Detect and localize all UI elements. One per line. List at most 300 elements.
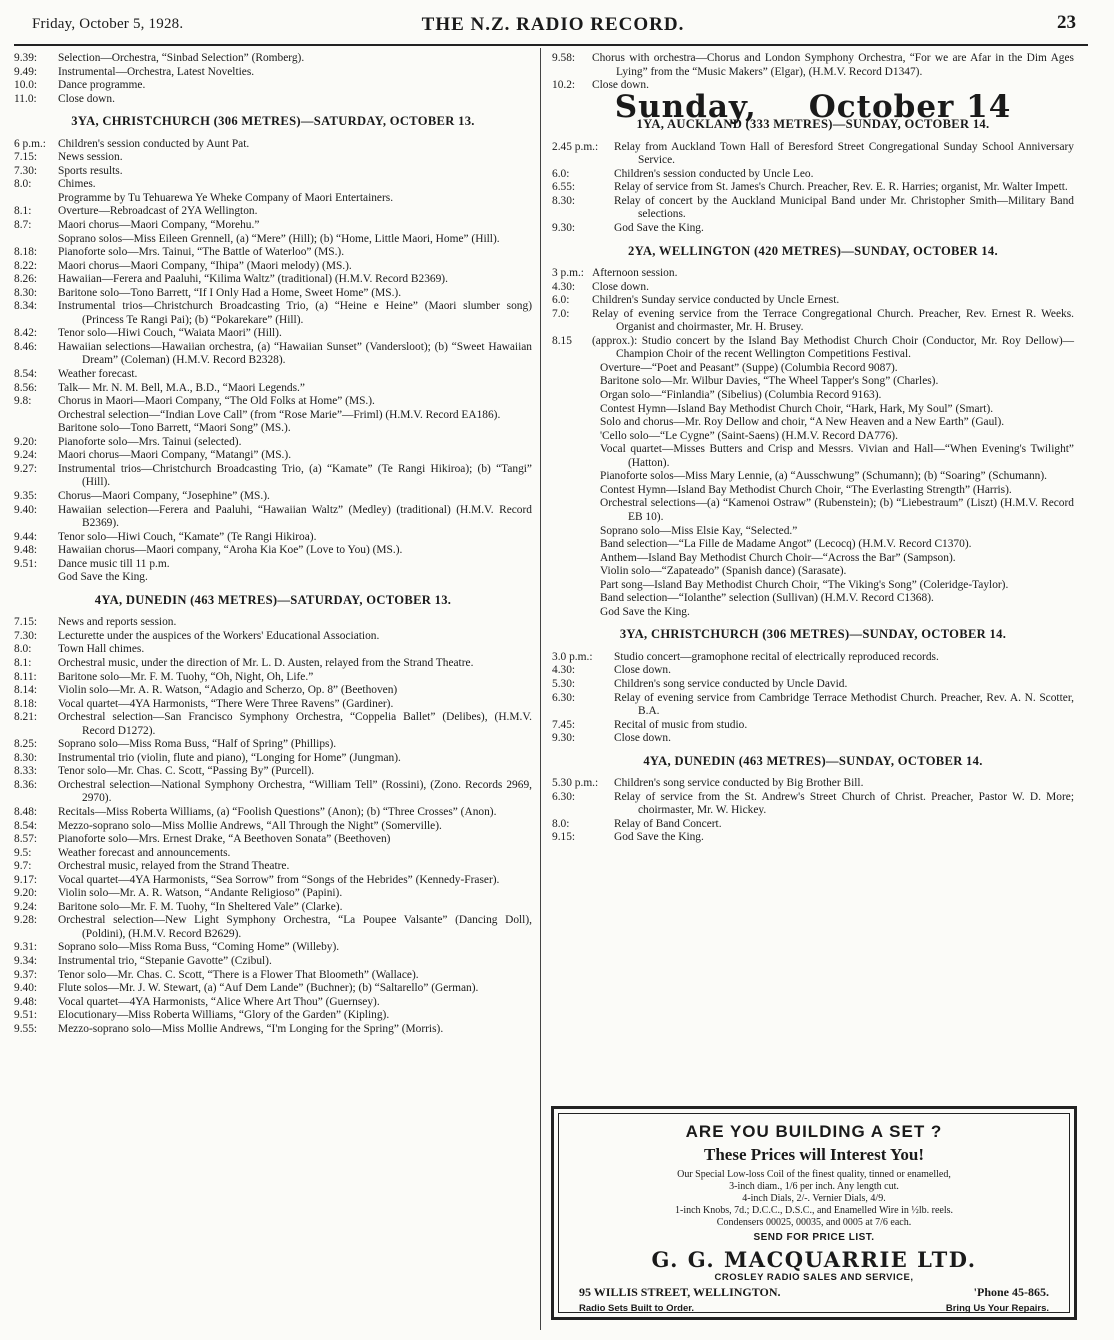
program-text: Weather forecast.: [58, 368, 138, 381]
program-entry: [552, 222, 1074, 236]
christchurch-sunday-list: [552, 651, 1074, 746]
program-time: 8.0:: [14, 643, 32, 656]
program-item: [600, 362, 1074, 376]
program-text: Violin solo—Mr. A. R. Watson, “Adagio and Scherzo, Op. 8” (Beethoven): [58, 684, 398, 697]
program-item: [600, 470, 1074, 484]
program-time: 7.30:: [14, 629, 38, 642]
sunday-title-date: October 14: [808, 88, 1012, 125]
program-entry: [14, 657, 532, 671]
program-text: Flute solos—Mr. J. W. Stewart, (a) “Auf Dem Lande” (Buchner); (b) “Saltarello” (German).: [58, 982, 479, 995]
program-time: 9.30:: [552, 732, 576, 745]
program-text: (approx.): Studio concert by the Island Bay Methodist Church Choir (Conductor, Mr. Roy Dellow)—Champion Choir of the recent Wellington Competitions Festival.: [592, 334, 1074, 361]
program-item-text: Soprano solo—Miss Elsie Kay, “Selected.”: [600, 524, 798, 537]
program-entry: [552, 294, 1074, 308]
program-time: 7.0:: [552, 307, 570, 320]
program-item-text: Violin solo—“Zapateado” (Spanish dance) (Sarasate).: [600, 565, 847, 578]
program-subentry: [14, 192, 532, 206]
program-text: Soprano solo—Miss Roma Buss, “Coming Home” (Willeby).: [58, 941, 340, 954]
program-entry: [552, 168, 1074, 182]
program-time: 7.15:: [14, 151, 38, 164]
ad-line: Our Special Low-loss Coil of the finest quality, tinned or enamelled,: [677, 1169, 951, 1180]
program-time: 8.1:: [14, 656, 32, 669]
program-subentry: [14, 571, 532, 585]
program-text: Orchestral selection—San Francisco Symphony Orchestra, “Coppelia Ballet” (Delibes), (H.M.V. Record D1272).: [58, 711, 532, 737]
program-time: 8.46:: [14, 340, 38, 353]
program-time: 8.42:: [14, 327, 38, 340]
program-item-text: Pianoforte solos—Miss Mary Lennie, (a) “Ausschwung” (Schumann); (b) “Soaring” (Schumann).: [600, 470, 1047, 483]
program-time: 8.54:: [14, 368, 38, 381]
program-time: 7.30:: [14, 164, 38, 177]
program-time: 2.45 p.m.:: [552, 140, 599, 153]
ad-line: 1-inch Knobs, 7d.; D.C.C., D.S.C., and Enamelled Wire in ½lb. reels.: [675, 1205, 953, 1216]
program-entry: [14, 684, 532, 698]
advertisement: [551, 1106, 1077, 1320]
program-entry: [14, 463, 532, 490]
dunedin-sunday-list: [552, 777, 1074, 845]
program-entry: [552, 52, 1074, 79]
program-time: 9.7:: [14, 860, 32, 873]
program-time: 6.30:: [552, 790, 576, 803]
program-item-text: Band selection—“Iolanthe” selection (Sullivan) (H.M.V. Record C1368).: [600, 592, 934, 605]
program-entry: [14, 178, 532, 192]
advertisement-inner: [558, 1113, 1070, 1313]
program-time: 11.0:: [14, 92, 37, 105]
program-entry: [552, 791, 1074, 818]
right-intro-list: [552, 52, 1074, 93]
program-entry: [14, 1009, 532, 1023]
program-text: Chimes.: [58, 178, 96, 191]
program-entry: [14, 52, 532, 66]
program-time: 3.0 p.m.:: [552, 650, 593, 663]
program-entry: [14, 382, 532, 396]
program-text: Relay of concert by the Auckland Municipal Band under Mr. Christopher Smith—Military Band selections.: [614, 194, 1074, 221]
program-time: 9.27:: [14, 462, 38, 475]
program-time: 9.51:: [14, 557, 38, 570]
program-entry: [14, 874, 532, 888]
program-time: 6.0:: [552, 294, 570, 307]
program-entry: [14, 79, 532, 93]
program-time: 8.0:: [552, 817, 570, 830]
program-item-text: Part song—Island Bay Methodist Church Choir, “The Viking's Song” (Coleridge-Taylor).: [600, 578, 1009, 591]
program-text: Maori chorus—Maori Company, “Ihipa” (Maori melody) (MS.).: [58, 259, 352, 272]
program-text: News session.: [58, 151, 123, 164]
program-time: 9.48:: [14, 544, 38, 557]
program-entry: [14, 616, 532, 630]
program-entry: [552, 281, 1074, 295]
program-text: Elocutionary—Miss Roberta Williams, “Glory of the Garden” (Kipling).: [58, 1009, 390, 1022]
program-entry: [552, 308, 1074, 335]
program-text: Baritone solo—Tono Barrett, “Maori Song” (MS.).: [58, 422, 291, 435]
program-entry: [14, 449, 532, 463]
program-text: Children's song service conducted by Uncle David.: [614, 677, 848, 690]
program-item-text: Baritone solo—Mr. Wilbur Davies, “The Wheel Tapper's Song” (Charles).: [600, 375, 939, 388]
ad-firm-tagline: CROSLEY RADIO SALES AND SERVICE,: [714, 1272, 914, 1283]
program-time: 9.24:: [14, 449, 38, 462]
program-text: Close down.: [592, 280, 649, 293]
program-entry: [14, 860, 532, 874]
program-time: 8.34:: [14, 300, 38, 313]
ad-firm-name: G. G. MACQUARRIE LTD.: [651, 1247, 977, 1272]
program-text: Relay from Auckland Town Hall of Beresford Street Congregational Sunday School Anniversary Service.: [614, 140, 1074, 167]
program-entry: [552, 818, 1074, 832]
program-text: Pianoforte solo—Mrs. Tainui (selected).: [58, 435, 242, 448]
program-entry: [14, 901, 532, 915]
program-time: 6.55:: [552, 181, 576, 194]
program-time: 10.0:: [14, 79, 38, 92]
program-time: 9.20:: [14, 435, 38, 448]
program-entry: [14, 630, 532, 644]
issue-date: Friday, October 5, 1928.: [32, 16, 184, 32]
program-time: 8.25:: [14, 738, 38, 751]
program-text: God Save the King.: [614, 831, 704, 844]
program-text: Children's Sunday service conducted by Uncle Ernest.: [592, 294, 840, 307]
program-item-text: Band selection—“La Fille de Madame Angot” (Lecocq) (H.M.V. Record C1370).: [600, 538, 972, 551]
program-time: 8.0:: [14, 178, 32, 191]
program-time: 9.51:: [14, 1009, 38, 1022]
program-entry: [14, 395, 532, 409]
program-text: Relay of evening service from the Terrace Congregational Church. Preacher, Rev. Ernest R. Weeks. Organist and choirmaster, Mr. H. Brusey.: [592, 307, 1074, 334]
program-entry: [14, 887, 532, 901]
program-time: 8.54:: [14, 819, 38, 832]
page-header: [24, 12, 1082, 40]
program-time: 8.56:: [14, 381, 38, 394]
program-time: 8.11:: [14, 670, 37, 683]
program-text: Hawaiian chorus—Maori company, “Aroha Kia Koe” (Love to You) (MS.).: [58, 544, 403, 557]
program-entry: [14, 711, 532, 738]
dunedin-saturday-list: [14, 616, 532, 1036]
program-text: Orchestral music, relayed from the Strand Theatre.: [58, 860, 290, 873]
program-text: Pianoforte solo—Mrs. Ernest Drake, “A Beethoven Sonata” (Beethoven): [58, 833, 391, 846]
program-text: Mezzo-soprano solo—Miss Mollie Andrews, “I'm Longing for the Spring” (Morris).: [58, 1022, 444, 1035]
program-entry: [14, 341, 532, 368]
section-heading: 4YA, DUNEDIN (463 METRES)—SATURDAY, OCTOBER 13.: [94, 592, 452, 607]
program-item: [600, 443, 1074, 470]
program-text: Afternoon session.: [592, 267, 678, 280]
program-text: Baritone solo—Mr. F. M. Tuohy, “In Sheltered Vale” (Clarke).: [58, 900, 343, 913]
program-time: 8.7:: [14, 219, 32, 232]
program-entry: [14, 368, 532, 382]
publication-title: THE N.Z. RADIO RECORD.: [421, 14, 685, 35]
program-entry: [14, 300, 532, 327]
program-time: 6 p.m.:: [14, 137, 46, 150]
program-entry: [14, 1023, 532, 1037]
program-time: 9.20:: [14, 887, 38, 900]
program-item: [600, 538, 1074, 552]
program-entry: [14, 436, 532, 450]
auckland-sunday-list: [552, 141, 1074, 236]
program-entry: [14, 982, 532, 996]
program-time: 9.44:: [14, 530, 38, 543]
program-time: 8.57:: [14, 833, 38, 846]
program-entry: [14, 969, 532, 983]
program-text: Close down.: [592, 79, 649, 92]
program-text: God Save the King.: [614, 222, 704, 235]
program-entry: [14, 698, 532, 712]
program-time: 9.15:: [552, 831, 576, 844]
program-text: Orchestral selection—“Indian Love Call” (from “Rose Marie”—Friml) (H.M.V. Record EA186).: [58, 408, 501, 421]
program-item-text: Overture—“Poet and Peasant” (Suppe) (Columbia Record 9087).: [600, 361, 898, 374]
program-item-text: Vocal quartet—Misses Butters and Crisp and Messrs. Vivian and Hall—“When Evening's Twilight” (Hatton).: [600, 443, 1074, 469]
section-heading: 4YA, DUNEDIN (463 METRES)—SUNDAY, OCTOBER 14.: [643, 753, 983, 768]
program-entry: [14, 643, 532, 657]
program-entry: [552, 141, 1074, 168]
ad-footer-right: Bring Us Your Repairs.: [945, 1303, 1049, 1314]
program-entry: [14, 287, 532, 301]
program-time: 9.24:: [14, 900, 38, 913]
program-entry: [14, 327, 532, 341]
ad-address: 95 WILLIS STREET, WELLINGTON.: [579, 1285, 781, 1299]
section-heading: 3YA, CHRISTCHURCH (306 METRES)—SATURDAY, OCTOBER 13.: [71, 114, 475, 129]
program-text: Soprano solos—Miss Eileen Grennell, (a) “Mere” (Hill); (b) “Home, Little Maori, Home” (Hill).: [58, 232, 500, 245]
program-time: 8.30:: [14, 286, 38, 299]
program-time: 7.45:: [552, 718, 576, 731]
program-time: 8.18:: [14, 246, 38, 259]
program-time: 7.15:: [14, 616, 38, 629]
program-text: Overture—Rebroadcast of 2YA Wellington.: [58, 205, 258, 218]
program-time: 6.30:: [552, 691, 576, 704]
program-entry: [552, 195, 1074, 222]
program-entry: [14, 806, 532, 820]
program-entry: [14, 93, 532, 107]
program-text: Instrumental trios—Christchurch Broadcasting Trio, (a) “Kamate” (Te Rangi Hikiroa); (b) “Tangi” (Hill).: [58, 462, 532, 489]
program-entry: [14, 219, 532, 233]
program-text: Hawaiian—Ferera and Paaluhi, “Kilima Waltz” (traditional) (H.M.V. Record B2369).: [58, 273, 448, 286]
ad-footer-row: [579, 1303, 1049, 1314]
program-text: Sports results.: [58, 164, 123, 177]
program-entry: [14, 66, 532, 80]
program-text: Vocal quartet—4YA Harmonists, “There Were Three Ravens” (Gardiner).: [58, 697, 394, 710]
program-text: Soprano solo—Miss Roma Buss, “Half of Spring” (Phillips).: [58, 738, 337, 751]
program-time: 9.37:: [14, 968, 38, 981]
program-time: 5.30:: [552, 677, 576, 690]
program-time: 6.0:: [552, 167, 570, 180]
program-entry: [552, 719, 1074, 733]
program-text: Children's session conducted by Aunt Pat.: [58, 137, 250, 150]
program-time: 9.49:: [14, 65, 38, 78]
program-item: [600, 592, 1074, 606]
program-text: Vocal quartet—4YA Harmonists, “Alice Where Art Thou” (Guernsey).: [58, 995, 380, 1008]
column-divider: [540, 48, 541, 1330]
program-entry: [14, 996, 532, 1010]
program-item-text: Solo and chorus—Mr. Roy Dellow and choir, “A New Heaven and a New Earth” (Gaul).: [600, 416, 1005, 429]
program-item: [600, 484, 1074, 498]
program-time: 9.5:: [14, 846, 32, 859]
left-column: [14, 52, 532, 1036]
program-text: Baritone solo—Mr. F. M. Tuohy, “Oh, Night, Oh, Life.”: [58, 670, 314, 683]
program-text: Close down.: [58, 92, 115, 105]
program-item-text: Organ solo—“Finlandia” (Sibelius) (Columbia Record 9163).: [600, 389, 882, 402]
program-entry: [552, 692, 1074, 719]
program-subentry: [14, 233, 532, 247]
program-time: 9.55:: [14, 1022, 38, 1035]
ad-address-row: [579, 1285, 1049, 1300]
program-item: [600, 552, 1074, 566]
program-entry: [14, 165, 532, 179]
program-time: 8.30:: [14, 751, 38, 764]
program-time: 5.30 p.m.:: [552, 777, 599, 790]
program-text: Close down.: [614, 732, 671, 745]
program-time: 9.40:: [14, 503, 38, 516]
program-text: Maori chorus—Maori Company, “Morehu.”: [58, 219, 260, 232]
program-text: Children's song service conducted by Big Brother Bill.: [614, 777, 864, 790]
program-text: Programme by Tu Tehuarewa Ye Wheke Company of Maori Entertainers.: [58, 191, 394, 204]
program-entry: [14, 955, 532, 969]
program-entry: [552, 831, 1074, 845]
program-time: 9.35:: [14, 489, 38, 502]
program-item: [600, 403, 1074, 417]
ad-line: 3-inch diam., 1/6 per inch. Any length cut.: [729, 1181, 899, 1192]
program-text: Tenor solo—Mr. Chas. C. Scott, “There is a Flower That Bloometh” (Wallace).: [58, 968, 419, 981]
program-time: 9.39:: [14, 52, 38, 64]
program-text: Relay of service from St. James's Church. Preacher, Rev. E. R. Harries; organist, Mr. Walter Impett.: [614, 181, 1068, 194]
program-time: 8.36:: [14, 778, 38, 791]
program-entry: [14, 847, 532, 861]
program-subentry: [14, 409, 532, 423]
ad-subhead: These Prices will Interest You!: [703, 1145, 925, 1164]
program-text: Orchestral selection—New Light Symphony Orchestra, “La Poupee Valsante” (Dancing Doll), (Poldini), (H.M.V. Record B2629).: [58, 914, 532, 940]
program-text: Orchestral music, under the direction of Mr. L. D. Austen, relayed from the Strand Theatre.: [58, 656, 474, 669]
program-entry: [14, 531, 532, 545]
program-time: 8.15: [552, 334, 572, 347]
program-text: Recitals—Miss Roberta Williams, (a) “Foolish Questions” (Anon); (b) “Three Crosses” (Anon).: [58, 805, 497, 818]
program-entry: [14, 765, 532, 779]
program-text: Pianoforte solo—Mrs. Tainui, “The Battle of Waterloo” (MS.).: [58, 246, 345, 259]
program-time: 9.31:: [14, 941, 38, 954]
program-entry: [14, 246, 532, 260]
program-text: Relay of service from the St. Andrew's Street Church of Christ. Preacher, Pastor W. D. More; choirmaster, Mr. W. Hickey.: [614, 790, 1074, 817]
program-time: 4.30:: [552, 280, 576, 293]
program-item-text: God Save the King.: [600, 605, 690, 618]
ad-line: 4-inch Dials, 2/-. Vernier Dials, 4/9.: [742, 1193, 886, 1204]
program-text: Hawaiian selections—Hawaiian orchestra, (a) “Hawaiian Sunset” (Vandersloot); (b) “Sweet Hawaiian Dream” (Coleman) (H.M.V. Record B2328).: [58, 340, 532, 367]
program-text: Hawaiian selection—Ferera and Paaluhi, “Hawaiian Waltz” (Medley) (traditional) (H.M.V. Record B2369).: [58, 503, 532, 530]
program-time: 8.22:: [14, 259, 38, 272]
ad-send-price-list: SEND FOR PRICE LIST.: [753, 1232, 875, 1243]
program-item: [600, 389, 1074, 403]
program-time: 9.17:: [14, 873, 38, 886]
program-time: 8.18:: [14, 697, 38, 710]
right-column: [552, 52, 1074, 845]
program-entry: [552, 732, 1074, 746]
program-time: 8.1:: [14, 205, 32, 218]
program-entry: [14, 205, 532, 219]
program-entry: [14, 151, 532, 165]
program-item-text: Anthem—Island Bay Methodist Church Choir—“Across the Bar” (Sampson).: [600, 551, 956, 564]
program-entry: [552, 678, 1074, 692]
program-time: 4.30:: [552, 664, 576, 677]
program-text: Instrumental trio, “Stepanie Gavotte” (Czibul).: [58, 955, 272, 967]
ad-line: Condensers 00025, 00035, and 0005 at 7/6 each.: [716, 1217, 912, 1228]
program-entry: [14, 820, 532, 834]
program-text: Mezzo-soprano solo—Miss Mollie Andrews, “All Through the Night” (Somerville).: [58, 819, 442, 832]
program-item: [600, 375, 1074, 389]
program-time: 9.40:: [14, 982, 38, 995]
wellington-concert-items: [552, 362, 1074, 619]
program-text: Children's session conducted by Uncle Leo.: [614, 167, 814, 180]
intro-list: [14, 52, 532, 106]
program-item-text: Contest Hymn—Island Bay Methodist Church Choir, “Hark, Hark, My Soul” (Smart).: [600, 402, 994, 415]
program-text: Talk— Mr. N. M. Bell, M.A., B.D., “Maori Legends.”: [58, 381, 305, 394]
header-rule: [14, 44, 1088, 46]
program-time: 9.48:: [14, 995, 38, 1008]
program-text: Instrumental trio (violin, flute and piano), “Longing for Home” (Jungman).: [58, 751, 401, 764]
program-entry: [552, 651, 1074, 665]
program-text: Recital of music from studio.: [614, 718, 748, 731]
program-text: Violin solo—Mr. A. R. Watson, “Andante Religioso” (Papini).: [58, 887, 343, 900]
program-text: God Save the King.: [58, 571, 148, 584]
sunday-title-word: Sunday,: [614, 88, 757, 125]
ad-phone: 'Phone 45-865.: [973, 1285, 1049, 1299]
program-text: Chorus in Maori—Maori Company, “The Old Folks at Home” (MS.).: [58, 395, 375, 408]
program-entry: [14, 273, 532, 287]
section-heading: 3YA, CHRISTCHURCH (306 METRES)—SUNDAY, OCTOBER 14.: [619, 627, 1007, 642]
program-entry: [14, 941, 532, 955]
program-entry: [552, 777, 1074, 791]
section-heading: 2YA, WELLINGTON (420 METRES)—SUNDAY, OCTOBER 14.: [628, 243, 998, 258]
section-heading: 1YA, AUCKLAND (333 METRES)—SUNDAY, OCTOBER 14.: [636, 117, 990, 132]
program-time: 9.8:: [14, 395, 32, 408]
program-text: Orchestral selection—National Symphony Orchestra, “William Tell” (Rossini), (Zono. Records 2969, 2970).: [58, 778, 532, 805]
program-entry: [14, 833, 532, 847]
program-item: [600, 430, 1074, 444]
program-entry: [14, 490, 532, 504]
program-text: Instrumental trios—Christchurch Broadcasting Trio, (a) “Heine e Heine” (Maori slumber song) (Princess Te Rangi Pai); (b) “Pokarekare” (Hill).: [58, 300, 532, 326]
program-time: 10.2:: [552, 79, 576, 92]
program-text: Tenor solo—Mr. Chas. C. Scott, “Passing By” (Purcell).: [58, 765, 315, 778]
program-text: Close down.: [614, 664, 671, 677]
program-entry: [552, 181, 1074, 195]
program-entry: [14, 752, 532, 766]
program-entry: [14, 738, 532, 752]
program-text: Dance programme.: [58, 79, 146, 92]
program-item: [600, 416, 1074, 430]
christchurch-saturday-list: [14, 138, 532, 585]
program-time: 8.48:: [14, 805, 38, 818]
program-time: 8.30:: [552, 194, 576, 207]
program-item: [600, 579, 1074, 593]
program-text: Baritone solo—Tono Barrett, “If I Only Had a Home, Sweet Home” (MS.).: [58, 286, 402, 299]
program-text: Relay of Band Concert.: [614, 817, 722, 830]
program-item-text: 'Cello solo—“Le Cygne” (Saint-Saens) (H.M.V. Record DA776).: [600, 429, 898, 442]
program-time: 9.30:: [552, 222, 576, 235]
program-entry: [14, 779, 532, 806]
program-item: [600, 497, 1074, 524]
program-item: [600, 525, 1074, 539]
program-time: 8.14:: [14, 684, 38, 697]
program-time: 8.33:: [14, 765, 38, 778]
program-time: 9.28:: [14, 914, 38, 927]
program-entry: [14, 138, 532, 152]
program-text: Lecturette under the auspices of the Workers' Educational Association.: [58, 629, 380, 642]
program-item: [600, 606, 1074, 620]
program-item-text: Orchestral selections—(a) “Kamenoi Ostraw” (Rubenstein); (b) “Liebestraum” (Liszt) (H.M.V. Record EB 10).: [600, 497, 1074, 523]
program-entry: [14, 504, 532, 531]
program-time: 8.26:: [14, 273, 38, 286]
program-text: Town Hall chimes.: [58, 643, 145, 656]
program-entry: [14, 260, 532, 274]
program-time: 3 p.m.:: [552, 267, 584, 280]
program-text: Weather forecast and announcements.: [58, 846, 231, 859]
program-text: Chorus—Maori Company, “Josephine” (MS.).: [58, 489, 270, 502]
program-entry: [14, 558, 532, 572]
program-entry: [14, 914, 532, 941]
ad-footer-left: Radio Sets Built to Order.: [579, 1303, 695, 1314]
page-number: 23: [1057, 12, 1076, 33]
program-entry: [552, 267, 1074, 281]
program-time: 9.34:: [14, 955, 38, 967]
program-text: Studio concert—gramophone recital of electrically reproduced records.: [614, 650, 939, 663]
program-text: Dance music till 11 p.m.: [58, 557, 170, 570]
